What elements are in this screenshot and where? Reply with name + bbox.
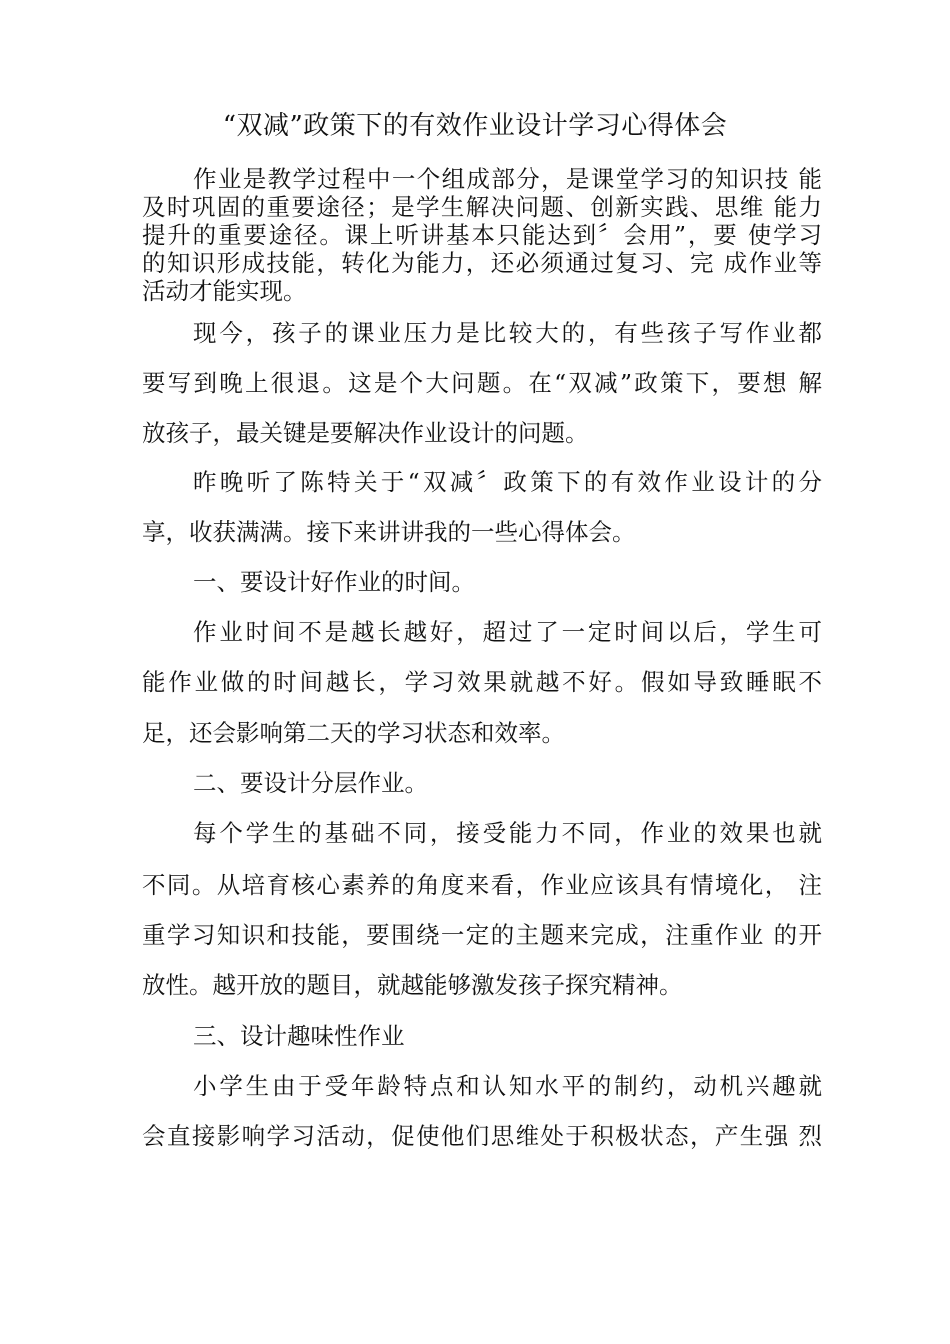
paragraph-5-line-3: 重学习知识和技能，要围绕一定的主题来完成，注重作业 的开 xyxy=(142,921,822,949)
paragraph-1-line-2: 及时巩固的重要途径；是学生解决问题、创新实践、思维 能力 xyxy=(142,193,822,221)
document-title: “双减”政策下的有效作业设计学习心得体会 xyxy=(222,111,728,141)
paragraph-1-line-5: 活动才能实现。 xyxy=(142,277,307,305)
paragraph-4-line-1: 作业时间不是越长越好，超过了一定时间以后，学生可 xyxy=(193,618,822,646)
paragraph-1-line-1: 作业是教学过程中一个组成部分，是课堂学习的知识技 能 xyxy=(193,165,822,193)
paragraph-1-line-4: 的知识形成技能，转化为能力，还必须通过复习、完 成作业等 xyxy=(142,249,822,277)
paragraph-6-line-2: 会直接影响学习活动，促使他们思维处于积极状态，产生强 烈 xyxy=(142,1122,822,1150)
paragraph-2-line-1: 现今，孩子的课业压力是比较大的，有些孩子写作业都 xyxy=(193,319,822,347)
paragraph-1-line-3: 提升的重要途径。课上听讲基本只能达到〞会用”，要 使学习 xyxy=(142,221,822,249)
paragraph-6-line-1: 小学生由于受年龄特点和认知水平的制约，动机兴趣就 xyxy=(193,1072,822,1100)
section-heading-3: 三、设计趣味性作业 xyxy=(193,1022,405,1050)
paragraph-2-line-2: 要写到晚上很退。这是个大问题。在“双减”政策下，要想 解 xyxy=(142,369,822,397)
paragraph-5-line-2: 不同。从培育核心素养的角度来看，作业应该具有情境化， 注 xyxy=(142,871,822,899)
paragraph-4-line-3: 足，还会影响第二天的学习状态和效率。 xyxy=(142,719,565,747)
paragraph-5-line-4: 放性。越开放的题目，就越能够激发孩子探究精神。 xyxy=(142,971,683,999)
section-heading-2: 二、要设计分层作业。 xyxy=(193,769,428,797)
paragraph-4-line-2: 能作业做的时间越长，学习效果就越不好。假如导致睡眠不 xyxy=(142,668,822,696)
paragraph-2-line-3: 放孩子，最关键是要解决作业设计的问题。 xyxy=(142,419,589,447)
paragraph-3-line-1: 昨晚听了陈特关于“双减〞政策下的有效作业设计的分 xyxy=(193,468,822,496)
section-heading-1: 一、要设计好作业的时间。 xyxy=(193,568,475,596)
paragraph-5-line-1: 每个学生的基础不同，接受能力不同，作业的效果也就 xyxy=(193,819,822,847)
paragraph-3-line-2: 享，收获满满。接下来讲讲我的一些心得体会。 xyxy=(142,518,636,546)
